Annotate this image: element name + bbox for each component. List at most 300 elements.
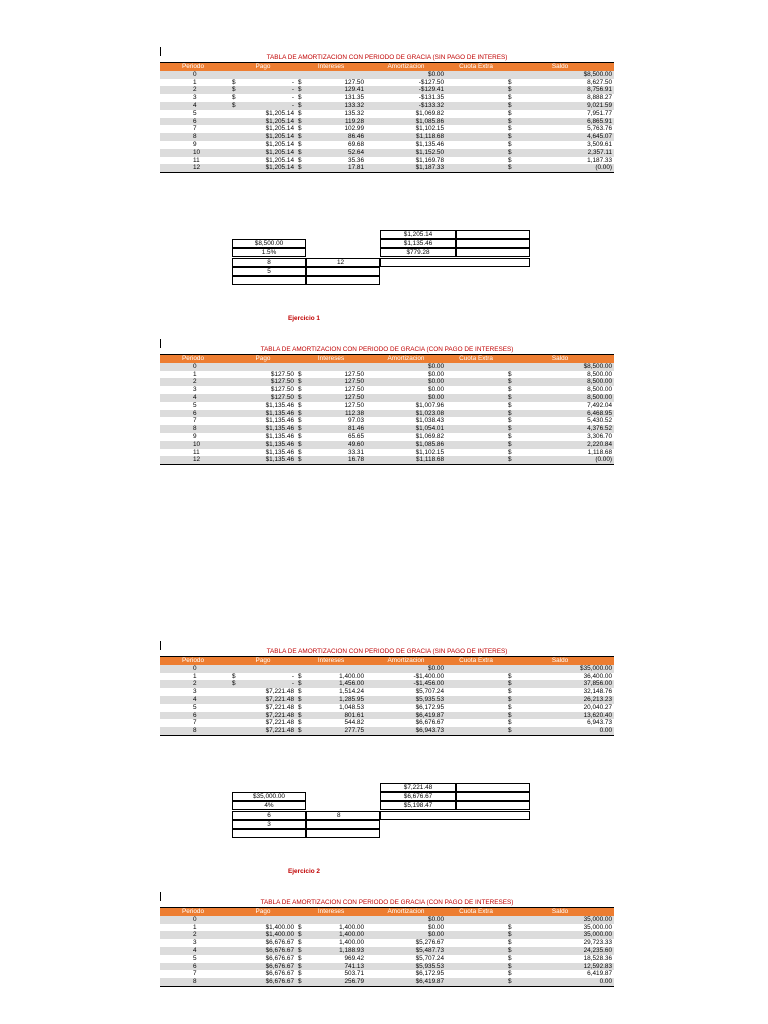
table-cell: 35,000.00: [526, 916, 614, 924]
column-header: Saldo: [506, 63, 614, 71]
table-cell: 81.46: [304, 425, 366, 433]
table-row: [160, 71, 614, 79]
amortization-grid: [160, 657, 614, 736]
table-cell: [304, 363, 366, 371]
table-cell: $: [508, 672, 512, 680]
table-cell: [446, 924, 506, 932]
table-title: TABLA DE AMORTIZACION CON PERIODO DE GRACIA (SIN PAGO DE INTERES): [160, 648, 614, 657]
table-cell: 69.68: [348, 140, 365, 148]
table-row: [160, 963, 614, 971]
table-row: [160, 939, 614, 947]
table-cell: $: [508, 156, 512, 164]
column-header: Periodo: [160, 908, 230, 916]
table-cell: 741.13: [304, 963, 366, 971]
table-cell: [230, 363, 238, 371]
table-cell: 7,951.77: [587, 109, 613, 117]
table-cell: (0.00): [526, 164, 614, 172]
table-cell: $: [506, 118, 526, 126]
table-cell: $7,221.48: [265, 703, 294, 711]
table-cell: [446, 441, 506, 449]
table-cell: $1,135.46: [238, 425, 296, 433]
table-cell: $6,419.87: [366, 978, 446, 986]
table-cell: [230, 970, 238, 978]
table-cell: 12: [160, 164, 230, 172]
table-cell: $: [506, 727, 526, 735]
table-cell: 127.50: [344, 386, 365, 394]
table-cell: $1,135.46: [265, 401, 294, 409]
table-cell: $5,707.24: [415, 954, 445, 962]
table-cell: 35,000.00: [526, 931, 614, 939]
table-row: [160, 712, 614, 720]
table-cell: $: [232, 672, 236, 680]
table-cell: $1,102.15: [415, 125, 445, 133]
table-cell: [446, 378, 506, 386]
amortization-table-1: [160, 54, 614, 173]
table-cell: -: [291, 94, 294, 102]
n2-value: 12: [306, 258, 380, 267]
table-cell: [230, 719, 238, 727]
table-cell: 0: [160, 363, 230, 371]
table-cell: $1,205.14: [238, 149, 296, 157]
table-cell: 8,627.50: [587, 78, 613, 86]
table-cell: 969.42: [344, 954, 365, 962]
table-cell: $: [506, 978, 526, 986]
table-cell: $6,676.67: [238, 963, 296, 971]
table-cell: 2: [160, 378, 230, 386]
table-cell: [296, 71, 304, 79]
table-cell: $: [508, 970, 512, 978]
table-cell: $: [506, 947, 526, 955]
table-cell: 35,000.00: [583, 923, 613, 931]
table-row: [160, 924, 614, 932]
table-cell: $: [506, 149, 526, 157]
table-cell: 26,213.23: [526, 696, 614, 704]
table-cell: [446, 94, 506, 102]
table-row: [160, 133, 614, 141]
table-cell: [446, 164, 506, 172]
table-cell: [230, 394, 238, 402]
table-cell: $: [296, 133, 304, 141]
table-cell: [446, 673, 506, 681]
amortization-grid: [160, 908, 614, 987]
table-row: [160, 673, 614, 681]
table-cell: $7,221.48: [265, 719, 294, 727]
table-cell: -: [291, 78, 294, 86]
table-cell: $: [296, 712, 304, 720]
table-row: [160, 402, 614, 410]
table-cell: 1,188.93: [304, 947, 366, 955]
table-row: [160, 386, 614, 394]
table-cell: $: [508, 954, 512, 962]
table-cell: [446, 417, 506, 425]
column-header: Cuota Extra: [446, 908, 506, 916]
table-cell: $: [298, 672, 302, 680]
table-cell: 17.81: [304, 164, 366, 172]
table-cell: [230, 456, 238, 464]
table-cell: $: [508, 432, 512, 440]
empty-cell: [306, 820, 380, 829]
table-cell: $1,205.14: [238, 164, 296, 172]
table-cell: [446, 931, 506, 939]
table-cell: $1,135.46: [415, 140, 445, 148]
table-cell: $: [506, 963, 526, 971]
table-cell: $: [506, 164, 526, 172]
header-row: [160, 908, 614, 916]
table-cell: $127.50: [238, 378, 296, 386]
table-cell: [230, 402, 238, 410]
ejercicio-2-label: Ejercicio 2: [288, 868, 320, 875]
table-cell: 5: [193, 703, 197, 711]
column-header: Intereses: [296, 63, 366, 71]
table-row: [160, 704, 614, 712]
table-cell: 8: [160, 133, 230, 141]
table-cell: [230, 712, 238, 720]
table-cell: 5: [193, 954, 197, 962]
table-cell: 1,514.24: [339, 688, 365, 696]
table-cell: -$1,400.00: [413, 672, 445, 680]
table-cell: $0.00: [366, 363, 446, 371]
table-cell: $1,400.00: [265, 923, 294, 931]
table-cell: $: [508, 939, 512, 947]
table-cell: $1,085.86: [366, 441, 446, 449]
table-cell: 4,376.52: [526, 425, 614, 433]
n-value: 6: [232, 811, 306, 820]
table-cell: 5: [193, 401, 197, 409]
table-cell: $1,118.68: [366, 133, 446, 141]
table-cell: $: [296, 118, 304, 126]
table-cell: [230, 433, 238, 441]
table-cell: [446, 79, 506, 87]
table-cell: 119.28: [304, 118, 366, 126]
empty-cell: [456, 792, 530, 801]
table-cell: [446, 978, 506, 986]
table-cell: $6,676.67: [265, 954, 294, 962]
table-cell: 3,509.61: [587, 140, 613, 148]
table-cell: 8,500.00: [587, 386, 613, 394]
table-cell: $1,135.46: [238, 410, 296, 418]
table-cell: 1,048.53: [339, 703, 365, 711]
table-cell: 0: [160, 71, 230, 79]
table-row: [160, 164, 614, 172]
table-cell: $0.00: [366, 665, 446, 673]
table-cell: 2: [160, 86, 230, 94]
table-cell: [304, 71, 366, 79]
table-cell: $1,038.43: [415, 417, 445, 425]
table-cell: $: [296, 378, 304, 386]
table-cell: [230, 410, 238, 418]
table-cell: 20,040.27: [583, 703, 613, 711]
table-row: [160, 727, 614, 735]
table-cell: $: [506, 441, 526, 449]
table-cell: -: [238, 86, 296, 94]
opcion-b-value: $1,135.46: [380, 239, 456, 248]
table-row: [160, 441, 614, 449]
table-cell: 13,620.40: [526, 712, 614, 720]
table-cell: $: [506, 133, 526, 141]
table-cell: $: [296, 149, 304, 157]
amortization-grid: [160, 355, 614, 465]
table-row: [160, 94, 614, 102]
table-cell: $: [296, 963, 304, 971]
table-cell: 8: [160, 978, 230, 986]
table-cell: [446, 939, 506, 947]
table-cell: [506, 665, 526, 673]
table-row: [160, 433, 614, 441]
table-cell: 1,400.00: [339, 672, 365, 680]
table-cell: $1,135.46: [265, 432, 294, 440]
table-row: [160, 696, 614, 704]
table-cell: 8,888.27: [587, 94, 613, 102]
table-title: TABLA DE AMORTIZACION CON PERIODO DE GRACIA (CON PAGO DE INTERESES): [160, 899, 614, 908]
table-cell: [230, 71, 238, 79]
table-cell: $6,943.73: [366, 727, 446, 735]
amortization-table-4: [160, 899, 614, 987]
table-cell: 801.61: [304, 712, 366, 720]
ejercicio-1-label: Ejercicio 1: [288, 315, 320, 322]
table-cell: $: [508, 417, 512, 425]
table-title: TABLA DE AMORTIZACION CON PERIODO DE GRACIA (CON PAGO DE INTERESES): [160, 346, 614, 355]
table-cell: 0: [160, 665, 230, 673]
table-cell: [446, 118, 506, 126]
table-cell: $1,135.46: [238, 456, 296, 464]
table-cell: $1,085.86: [366, 118, 446, 126]
table-cell: 1,187.33: [587, 156, 613, 164]
table-cell: 1: [193, 672, 197, 680]
column-header: Intereses: [296, 908, 366, 916]
table-cell: [296, 665, 304, 673]
empty-cell: [306, 829, 380, 838]
table-cell: 37,856.00: [526, 680, 614, 688]
table-cell: [506, 71, 526, 79]
table-cell: [230, 696, 238, 704]
table-row: [160, 680, 614, 688]
table-cell: 102.99: [344, 125, 365, 133]
inicio-value: 5: [232, 267, 306, 276]
table-cell: $1,205.14: [265, 140, 294, 148]
table-cell: 6: [160, 118, 230, 126]
table-cell: $: [508, 386, 512, 394]
table-cell: $7,221.48: [238, 712, 296, 720]
i-value: 1.5%: [232, 248, 306, 257]
table-cell: $6,676.67: [415, 719, 445, 727]
table-cell: [238, 363, 296, 371]
table-cell: 3: [193, 94, 197, 102]
table-cell: [230, 449, 238, 457]
table-cell: [230, 157, 238, 165]
table-cell: $127.50: [238, 394, 296, 402]
column-header: Pago: [230, 908, 296, 916]
table-cell: [230, 133, 238, 141]
column-header: Periodo: [160, 355, 230, 363]
table-cell: $6,676.67: [238, 978, 296, 986]
table-cell: $: [298, 432, 302, 440]
header-row: [160, 355, 614, 363]
table-cell: 0.00: [526, 727, 614, 735]
table-cell: [230, 727, 238, 735]
table-cell: [446, 149, 506, 157]
table-cell: $1,205.14: [265, 156, 294, 164]
table-cell: 127.50: [344, 78, 365, 86]
table-cell: 7: [193, 125, 197, 133]
table-cell: 8: [160, 727, 230, 735]
table-cell: $1,187.33: [366, 164, 446, 172]
table-cell: [446, 963, 506, 971]
table-cell: $: [296, 410, 304, 418]
table-row: [160, 978, 614, 986]
table-cell: 18,528.36: [583, 954, 613, 962]
table-cell: [304, 916, 366, 924]
table-cell: 4: [160, 696, 230, 704]
table-row: [160, 118, 614, 126]
table-cell: 127.50: [344, 370, 365, 378]
empty-cell: [306, 276, 380, 285]
table-cell: $: [508, 719, 512, 727]
table-cell: 5: [193, 109, 197, 117]
table-cell: $: [230, 86, 238, 94]
table-cell: $: [298, 688, 302, 696]
r-value: $5,198.47: [380, 801, 456, 810]
table-cell: [446, 433, 506, 441]
table-cell: 10: [160, 441, 230, 449]
table-cell: [230, 931, 238, 939]
table-cell: $6,172.95: [415, 703, 445, 711]
empty-cell: [456, 801, 530, 810]
table-row: [160, 688, 614, 696]
table-cell: 1: [193, 923, 197, 931]
table-cell: 6: [160, 410, 230, 418]
table-cell: 131.35: [344, 94, 365, 102]
table-row: [160, 425, 614, 433]
table-cell: [230, 978, 238, 986]
table-cell: -$131.35: [418, 94, 445, 102]
table-cell: [446, 102, 506, 110]
table-row: [160, 141, 614, 149]
table-cell: $5,487.73: [366, 947, 446, 955]
column-header: Amortizacion: [366, 63, 446, 71]
table-cell: $1,069.82: [415, 432, 445, 440]
table-cell: -$129.41: [366, 86, 446, 94]
opcion-b-value: $6,676.67: [380, 792, 456, 801]
table-cell: [230, 425, 238, 433]
table-cell: 1,400.00: [339, 923, 365, 931]
table-cell: [238, 916, 296, 924]
c-value: $8,500.00: [232, 239, 306, 248]
table-cell: -$133.32: [366, 102, 446, 110]
table-cell: 9,021.59: [526, 102, 614, 110]
amortization-table-3: [160, 648, 614, 736]
table-cell: 4: [160, 394, 230, 402]
table-cell: 277.75: [304, 727, 366, 735]
table-cell: $: [296, 947, 304, 955]
table-cell: [446, 688, 506, 696]
table-cell: 6,419.87: [587, 970, 613, 978]
table-cell: 2: [160, 931, 230, 939]
table-cell: 35.36: [348, 156, 365, 164]
table-cell: $: [506, 931, 526, 939]
table-cell: $: [508, 401, 512, 409]
table-cell: $0.00: [366, 916, 446, 924]
empty-cell: [306, 267, 380, 276]
table-cell: 135.32: [344, 109, 365, 117]
table-cell: $1,118.68: [366, 456, 446, 464]
table-cell: [230, 939, 238, 947]
n2-value: 8: [306, 811, 380, 820]
table-cell: [446, 712, 506, 720]
table-cell: $: [298, 970, 302, 978]
table-cell: 24,235.60: [526, 947, 614, 955]
table-cell: 7: [193, 970, 197, 978]
column-header: Periodo: [160, 657, 230, 665]
table-cell: 8,500.00: [526, 394, 614, 402]
table-row: [160, 947, 614, 955]
table-cell: 6,943.73: [587, 719, 613, 727]
table-cell: 1: [193, 78, 197, 86]
table-cell: $: [298, 703, 302, 711]
table-cell: $35,000.00: [526, 665, 614, 673]
table-cell: [446, 410, 506, 418]
table-cell: 29,723.33: [583, 939, 613, 947]
table-cell: 503.71: [344, 970, 365, 978]
empty-cell: [456, 783, 530, 792]
table-cell: [446, 704, 506, 712]
table-cell: 6: [160, 712, 230, 720]
table-cell: 12: [160, 456, 230, 464]
column-header: Cuota Extra: [446, 657, 506, 665]
table-cell: $1,400.00: [238, 931, 296, 939]
table-cell: $: [298, 719, 302, 727]
header-row: [160, 63, 614, 71]
table-cell: $: [232, 78, 236, 86]
column-header: Pago: [230, 63, 296, 71]
table-cell: $0.00: [428, 386, 445, 394]
table-cell: [238, 665, 296, 673]
table-cell: [230, 688, 238, 696]
table-cell: [230, 386, 238, 394]
table-cell: $: [506, 394, 526, 402]
table-cell: 127.50: [344, 401, 365, 409]
table-cell: 52.64: [304, 149, 366, 157]
table-cell: $5,707.24: [415, 688, 445, 696]
table-cell: $: [506, 102, 526, 110]
column-header: Cuota Extra: [446, 63, 506, 71]
table-cell: 10: [160, 149, 230, 157]
table-row: [160, 157, 614, 165]
table-cell: $: [296, 456, 304, 464]
table-cell: -: [291, 672, 294, 680]
table-row: [160, 86, 614, 94]
table-cell: [296, 363, 304, 371]
amortization-table-2: [160, 346, 614, 465]
table-cell: [446, 394, 506, 402]
table-cell: $: [508, 923, 512, 931]
table-cell: $1,023.08: [366, 410, 446, 418]
table-cell: 133.32: [304, 102, 366, 110]
table-cell: $: [298, 140, 302, 148]
table-cell: [446, 719, 506, 727]
i-value: 4%: [232, 801, 306, 810]
opcion-a-value: $7,221.48: [380, 783, 456, 792]
table-cell: $: [298, 417, 302, 425]
table-cell: 7,492.04: [587, 401, 613, 409]
table-cell: $: [296, 978, 304, 986]
table-cell: [446, 696, 506, 704]
table-cell: $: [506, 456, 526, 464]
table-cell: [446, 425, 506, 433]
table-cell: $: [296, 931, 304, 939]
table-cell: $0.00: [428, 923, 445, 931]
empty-cell: [232, 829, 306, 838]
table-cell: [506, 363, 526, 371]
